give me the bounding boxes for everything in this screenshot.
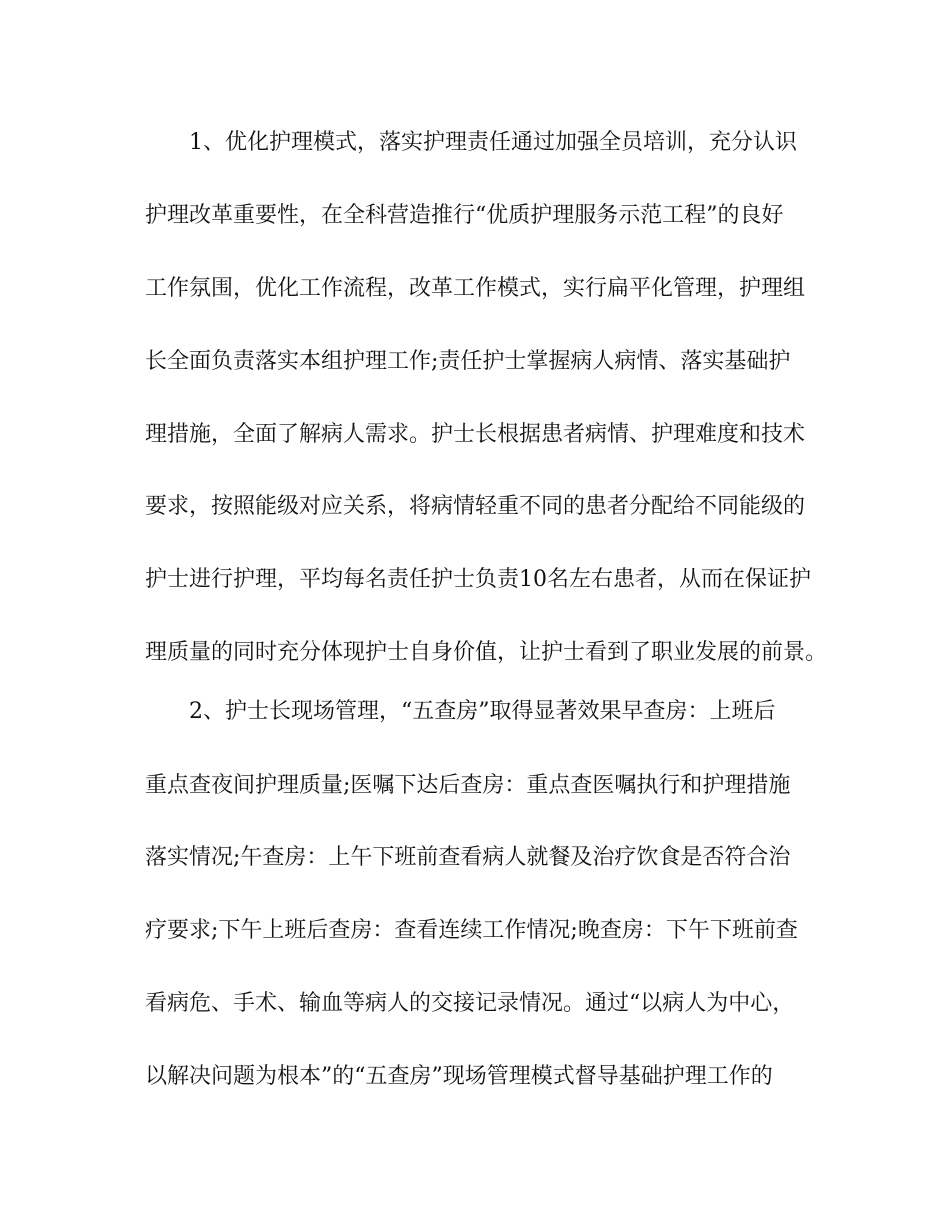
paragraph-2-line-6: 以解决问题为根本”的“五查房”现场管理模式督导基础护理工作的 [145,1064,773,1089]
paragraph-1-line-5: 理措施，全面了解病人需求。护士长根据患者病情、护理难度和技术 [145,422,806,447]
paragraph-2-line-4: 疗要求;下午上班后查房：查看连续工作情况;晚查房：下午下班前查 [145,918,798,943]
paragraph-2-line-5: 看病危、手术、输血等病人的交接记录情况。通过“以病人为中心， [145,991,795,1016]
paragraph-1-line-4: 长全面负责落实本组护理工作;责任护士掌握病人病情、落实基础护 [145,349,791,374]
paragraph-1-line-6: 要求，按照能级对应关系，将病情轻重不同的患者分配给不同能级的 [145,494,806,519]
paragraph-1-line-1: 1、优化护理模式，落实护理责任通过加强全员培训，充分认识 [189,130,797,155]
paragraph-1-line-7: 护士进行护理，平均每名责任护士负责10名左右患者，从而在保证护 [145,567,811,592]
paragraph-1-line-8: 理质量的同时充分体现护士自身价值，让护士看到了职业发展的前景。 [145,640,828,665]
paragraph-1-line-2: 护理改革重要性，在全科营造推行“优质护理服务示范工程”的良好 [145,203,784,228]
paragraph-2-line-1: 2、护士长现场管理，“五查房”取得显著效果早查房：上班后 [189,699,776,724]
paragraph-2-line-3: 落实情况;午查房：上午下班前查看病人就餐及治疗饮食是否符合治 [145,845,791,870]
paragraph-1-line-3: 工作氛围，优化工作流程，改革工作模式，实行扁平化管理，护理组 [145,276,806,301]
paragraph-2-line-2: 重点查夜间护理质量;医嘱下达后查房：重点查医嘱执行和护理措施 [145,773,791,798]
